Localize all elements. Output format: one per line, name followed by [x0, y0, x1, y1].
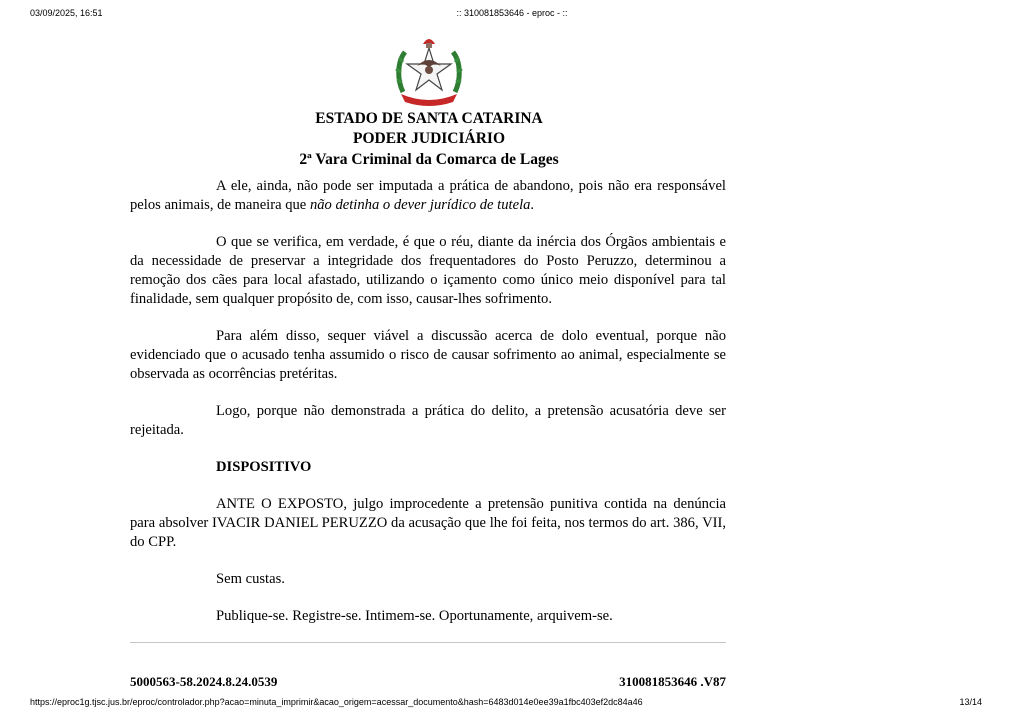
- paragraph-end: .: [530, 197, 535, 213]
- paragraph-text: A ele, ainda, não pode ser imputada a prática de abandono, pois não era responsável pelos animais, de maneira que: [130, 178, 726, 213]
- print-header: [0, 8, 1024, 20]
- heading-court: 2ª Vara Criminal da Comarca de Lages: [299, 151, 559, 168]
- document-body: [130, 177, 726, 626]
- paragraph-verdict: ANTE O EXPOSTO, julgo improcedente a pretensão punitiva contida na denúncia para absolver IVACIR DANIEL PERUZZO da acusação que lhe foi feita, nos termos do art. 386, VII, do CPP.: [130, 496, 726, 550]
- print-page-title: :: 310081853646 - eproc - ::: [456, 8, 568, 18]
- paragraph-intent: Para além disso, sequer viável a discussão acerca de dolo eventual, porque não evidenciado que o acusado tenha assumido o risco de causar sofrimento ao animal, especialmente se observada as ocorrências pretéritas.: [130, 328, 726, 382]
- process-number: 5000563-58.2024.8.24.0539: [130, 674, 278, 689]
- footer-divider: [130, 642, 726, 643]
- document-code: 310081853646 .V87: [619, 674, 726, 689]
- paragraph-abandonment: [130, 177, 726, 215]
- section-title-dispositivo: DISPOSITIVO: [216, 459, 312, 475]
- print-url: https://eproc1g.tjsc.jus.br/eproc/controlador.php?acao=minuta_imprimir&acao_origem=acessar_documento&hash=6483d014e0ee39a1fbc403ef2dc84a46: [30, 697, 643, 707]
- paragraph-conclusion: Logo, porque não demonstrada a prática do delito, a pretensão acusatória deve ser rejeitada.: [130, 403, 726, 438]
- coat-of-arms-icon: [393, 32, 465, 108]
- paragraph-costs: Sem custas.: [216, 571, 285, 587]
- paragraph-publish: Publique-se. Registre-se. Intimem-se. Oportunamente, arquivem-se.: [216, 608, 613, 624]
- print-page-number: 13/14: [959, 697, 982, 707]
- heading-judiciary: PODER JUDICIÁRIO: [353, 130, 505, 147]
- print-datetime: 03/09/2025, 16:51: [30, 8, 103, 18]
- paragraph-facts: O que se verifica, em verdade, é que o réu, diante da inércia dos Órgãos ambientais e da necessidade de preservar a integridade dos frequentadores do Posto Peruzzo, determinou a remoção dos cães para local afastado, utilizando o içamento como único meio disponível para tal finalidade, sem qualquer propósito de, com isso, causar-lhes sofrimento.: [130, 234, 726, 307]
- heading-state: ESTADO DE SANTA CATARINA: [315, 110, 543, 127]
- italic-emphasis: não detinha o dever jurídico de tutela: [309, 197, 531, 213]
- print-footer: [0, 697, 1024, 709]
